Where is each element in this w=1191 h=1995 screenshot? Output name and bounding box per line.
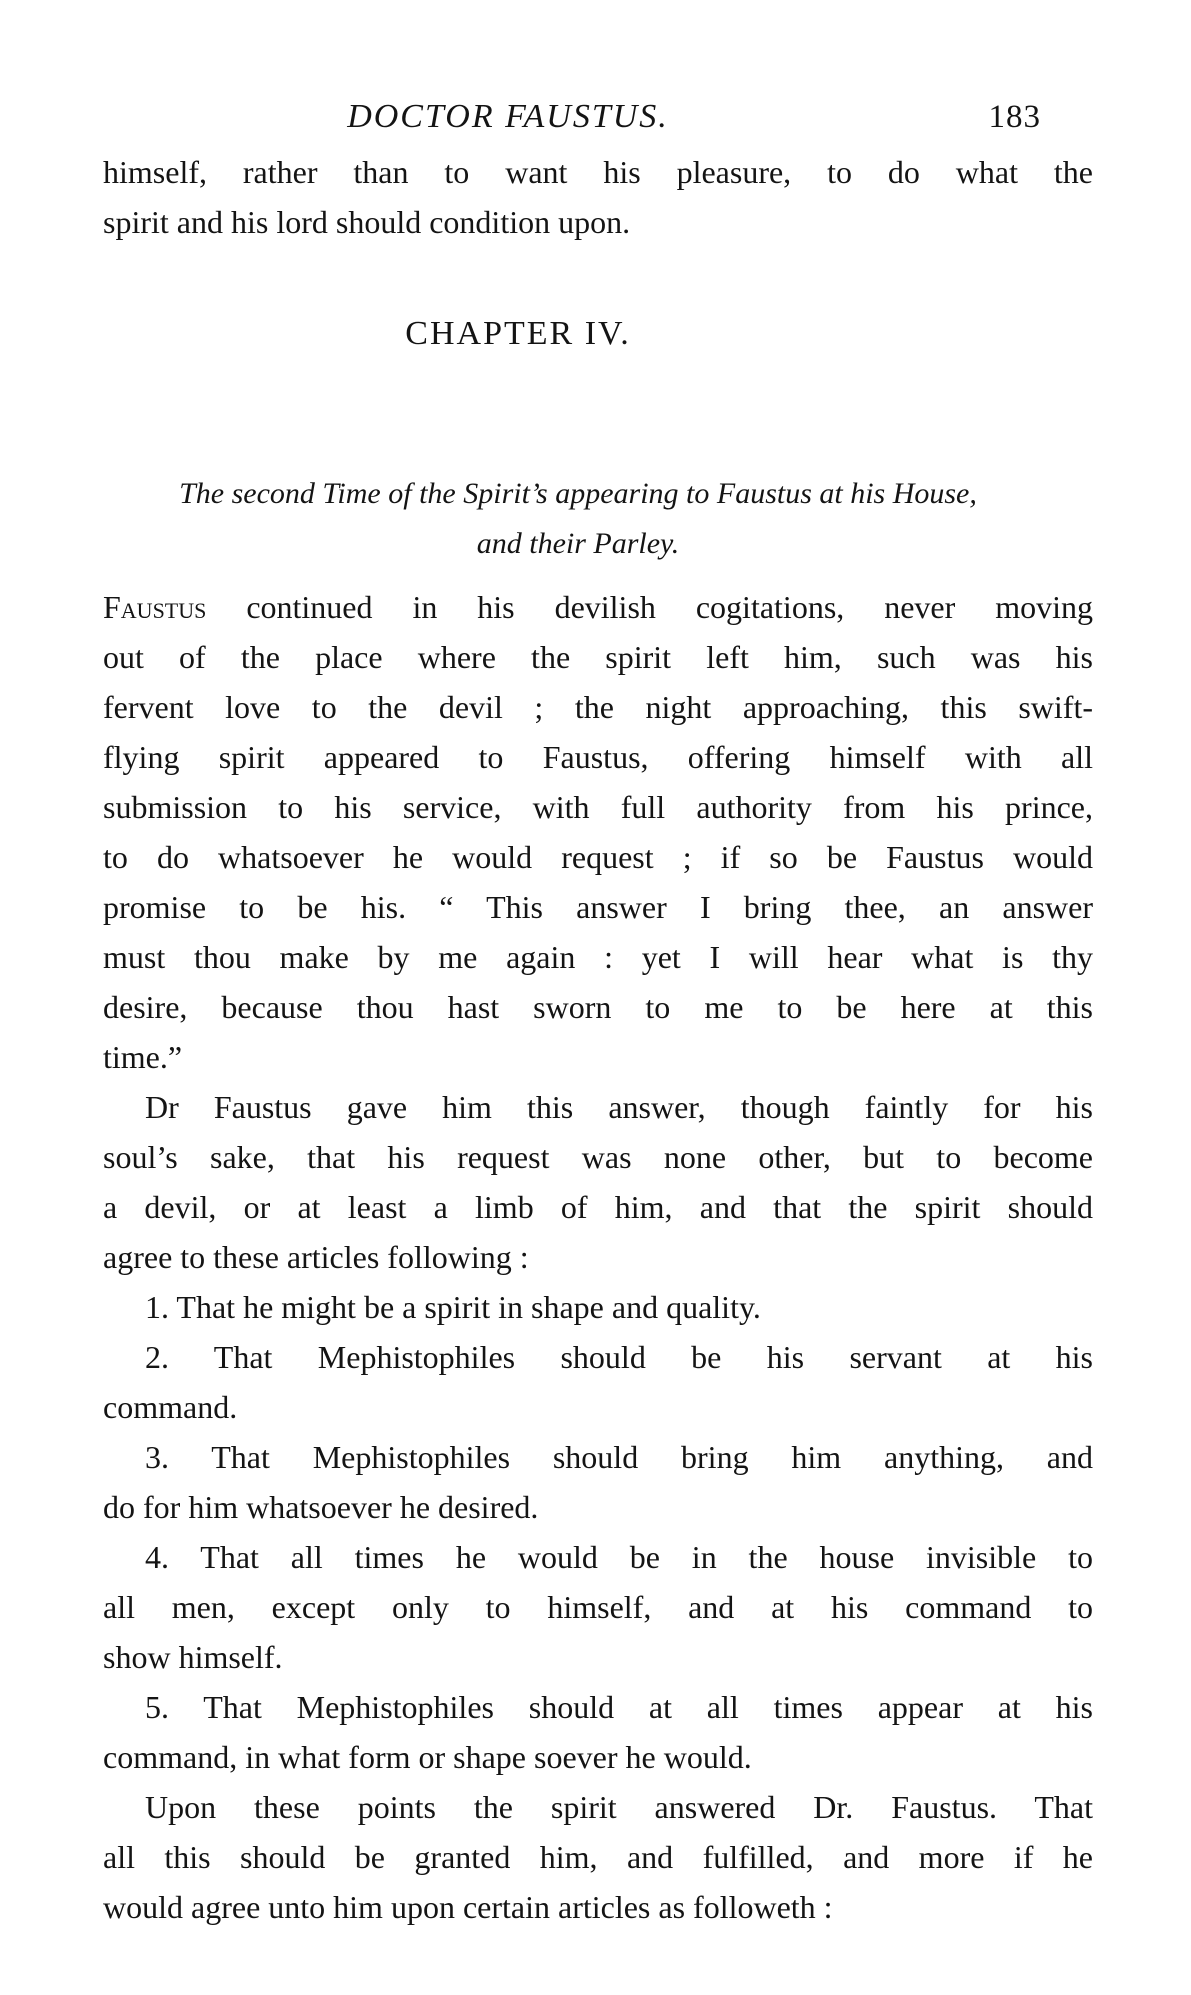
smallcaps-lead: Faustus <box>103 589 207 625</box>
chapter-heading: CHAPTER IV. <box>405 315 631 352</box>
paragraph-closing <box>103 1782 1093 1932</box>
text-line: must thou make by me again : yet I will hear what is thy <box>103 939 1093 975</box>
text-line: 4. That all times he would be in the house invisible to <box>145 1539 1093 1575</box>
text-line: 5. That Mephistophiles should at all times appear at his <box>145 1689 1093 1725</box>
text-line: all this should be granted him, and fulfilled, and more if he <box>103 1839 1093 1875</box>
text-line: time.” <box>103 1039 183 1075</box>
text-line: Upon these points the spirit answered Dr. Faustus. That <box>145 1789 1093 1825</box>
page-number: 183 <box>988 99 1041 135</box>
text-line: to do whatsoever he would request ; if so be Faustus would <box>103 839 1093 875</box>
text-line <box>103 582 1093 632</box>
text-line: submission to his service, with full authority from his prince, <box>103 789 1093 825</box>
text-line: himself, rather than to want his pleasure, to do what the <box>103 154 1093 190</box>
text-line: soul’s sake, that his request was none other, but to become <box>103 1139 1093 1175</box>
text-line: promise to be his. “ This answer I bring thee, an answer <box>103 889 1093 925</box>
text-line: and their Parley. <box>476 527 680 560</box>
article-item-2 <box>103 1332 1093 1432</box>
text-line: command. <box>103 1389 238 1425</box>
running-head: DOCTOR FAUSTUS. <box>347 98 669 135</box>
text-line: agree to these articles following : <box>103 1239 529 1275</box>
text-line: 1. That he might be a spirit in shape and quality. <box>145 1289 761 1325</box>
text-line: fervent love to the devil ; the night approaching, this swift- <box>103 689 1093 725</box>
text-line: a devil, or at least a limb of him, and that the spirit should <box>103 1189 1093 1225</box>
paragraph-chapter-opening <box>103 582 1093 1082</box>
article-item-3 <box>103 1432 1093 1532</box>
paragraph-intro <box>103 147 1093 247</box>
article-item-5 <box>103 1682 1093 1782</box>
text-line: The second Time of the Spirit’s appearing to Faustus at his House, <box>179 477 977 510</box>
text-line: Dr Faustus gave him this answer, though faintly for his <box>145 1089 1093 1125</box>
chapter-subtitle <box>83 469 1073 569</box>
text-line: 3. That Mephistophiles should bring him anything, and <box>145 1439 1093 1475</box>
text-line: do for him whatsoever he desired. <box>103 1489 539 1525</box>
text-line: show himself. <box>103 1639 283 1675</box>
text-line: desire, because thou hast sworn to me to be here at this <box>103 989 1093 1025</box>
text-line: out of the place where the spirit left him, such was his <box>103 639 1093 675</box>
lead-rest: continued in his devilish cogitations, never moving <box>206 589 1093 625</box>
article-item-4 <box>103 1532 1093 1682</box>
text-block <box>103 92 1093 1932</box>
text-line: spirit and his lord should condition upon. <box>103 204 631 240</box>
article-item-1 <box>103 1282 1093 1332</box>
paragraph-answer <box>103 1082 1093 1282</box>
text-line: flying spirit appeared to Faustus, offering himself with all <box>103 739 1093 775</box>
text-line: would agree unto him upon certain articles as followeth : <box>103 1889 833 1925</box>
text-line: all men, except only to himself, and at his command to <box>103 1589 1093 1625</box>
page-header <box>103 92 1093 142</box>
text-line: 2. That Mephistophiles should be his servant at his <box>145 1339 1093 1375</box>
text-line: command, in what form or shape soever he would. <box>103 1739 752 1775</box>
